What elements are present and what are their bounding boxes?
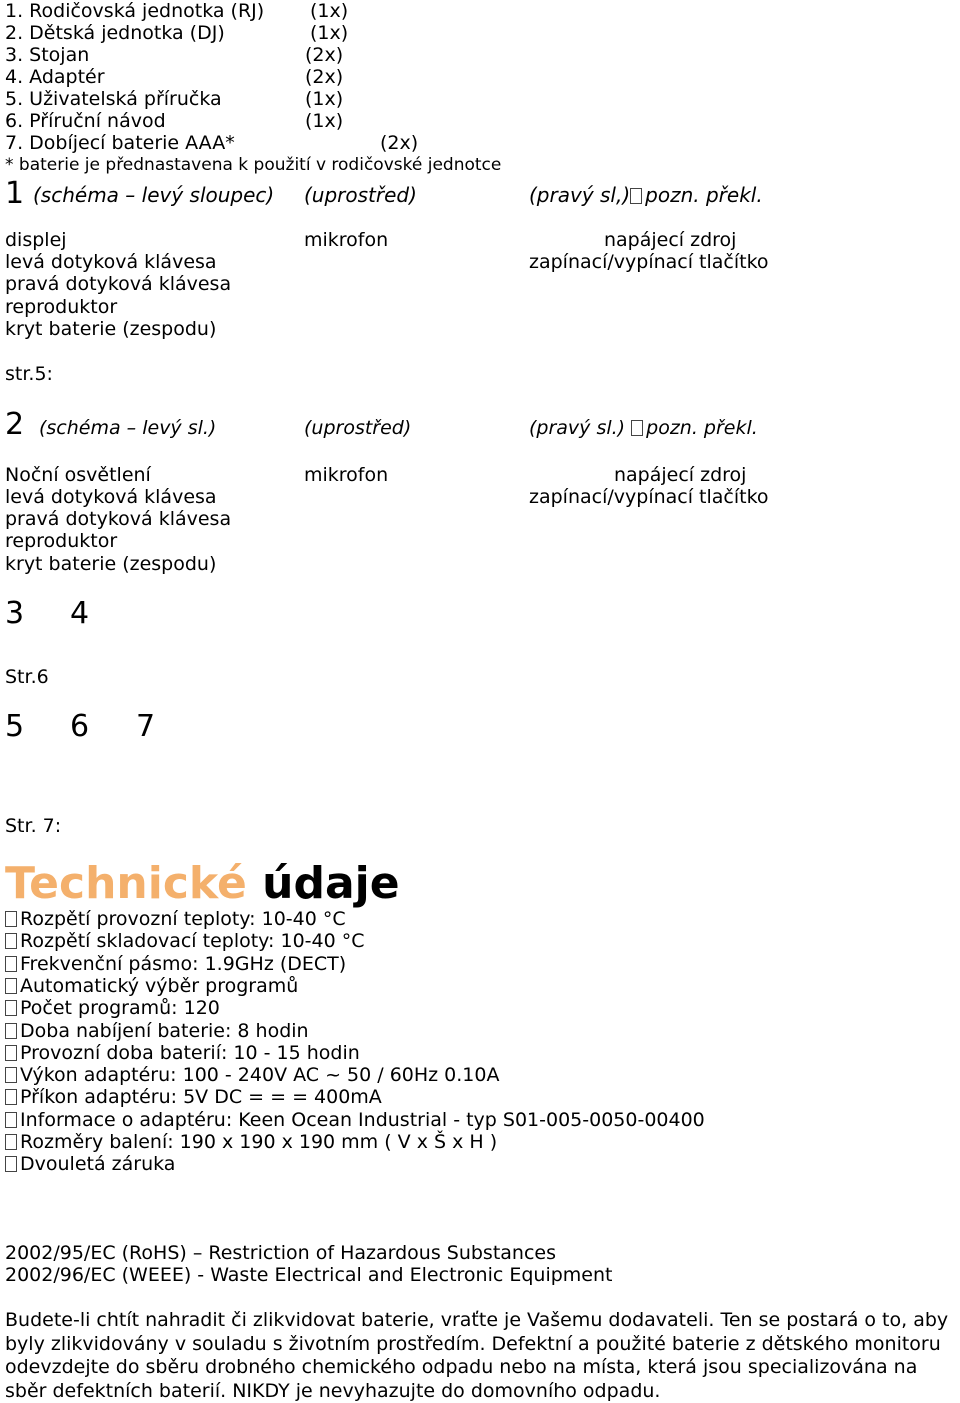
- schema1-number: 1: [5, 176, 25, 211]
- schema1-right-label: (pravý sl,): [529, 183, 631, 207]
- schema2-left-1: Noční osvětlení: [5, 464, 151, 486]
- bullet-icon: [5, 1156, 17, 1172]
- contents-item-5: 5. Uživatelská příručka: [5, 88, 222, 110]
- spec-text: Provozní doba baterií: 10 - 15 hodin: [20, 1042, 360, 1064]
- spec-item: [5, 997, 220, 1019]
- contents-item-6: 6. Příruční návod: [5, 110, 166, 132]
- schema1-right-caption: [529, 184, 763, 206]
- bullet-icon: [5, 1067, 17, 1083]
- spec-item: [5, 1131, 497, 1153]
- spec-text: Rozměry balení: 190 x 190 x 190 mm ( V x Š x H ): [20, 1131, 498, 1153]
- figure-number-5: 5: [5, 709, 25, 744]
- disposal-paragraph: Budete-li chtít nahradit či zlikvidovat baterie, vraťte je Vašemu dodavateli. Ten se postará o to, aby byly zlikvidovány v souladu s životním prostředím. Defektní a použité baterie z dětského monitoru odevzdejte do sběru drobného chemického odpadu nebo na místa, která jsou specializována na sběr defektních baterií. NIKDY je nevyhazujte do domovního odpadu.: [5, 1309, 949, 1402]
- schema2-mid-caption: (uprostřed): [304, 417, 412, 439]
- contents-qty-2: (1x): [310, 22, 349, 44]
- arrow-glyph-icon: [630, 188, 642, 204]
- schema1-left-1: displej: [5, 229, 67, 251]
- figure-number-6: 6: [70, 709, 90, 744]
- schema2-right-caption: [529, 417, 758, 439]
- title-accent-word: Technické: [5, 858, 247, 909]
- spec-text: Doba nabíjení baterie: 8 hodin: [20, 1020, 309, 1042]
- figure-number-4: 4: [70, 596, 90, 631]
- directive-rohs: 2002/95/EC (RoHS) – Restriction of Hazardous Substances: [5, 1242, 556, 1264]
- spec-item: [5, 1153, 175, 1175]
- bullet-icon: [5, 1112, 17, 1128]
- schema1-right-2: zapínací/vypínací tlačítko: [529, 251, 769, 273]
- arrow-glyph-icon: [631, 420, 643, 436]
- spec-item: [5, 975, 298, 997]
- figure-number-3: 3: [5, 596, 25, 631]
- schema1-left-2: levá dotyková klávesa: [5, 251, 217, 273]
- spec-text: Výkon adaptéru: 100 - 240V AC ~ 50 / 60Hz 0.10A: [20, 1064, 500, 1086]
- schema2-right-2: zapínací/vypínací tlačítko: [529, 486, 769, 508]
- schema2-left-2: levá dotyková klávesa: [5, 486, 217, 508]
- schema1-left-5: kryt baterie (zespodu): [5, 318, 217, 340]
- schema2-left-caption: (schéma – levý sl.): [39, 417, 217, 439]
- schema2-mid-1: mikrofon: [304, 464, 389, 486]
- bullet-icon: [5, 956, 17, 972]
- figure-number-7: 7: [136, 709, 156, 744]
- contents-qty-4: (2x): [305, 66, 344, 88]
- spec-text: Dvouletá záruka: [20, 1153, 176, 1175]
- bullet-icon: [5, 1000, 17, 1016]
- bullet-icon: [5, 933, 17, 949]
- spec-text: Rozpětí provozní teploty: 10-40 °C: [20, 908, 346, 930]
- bullet-icon: [5, 1045, 17, 1061]
- contents-qty-6: (1x): [305, 110, 344, 132]
- contents-qty-5: (1x): [305, 88, 344, 110]
- bullet-icon: [5, 978, 17, 994]
- contents-qty-7: (2x): [380, 132, 419, 154]
- schema1-right-1: napájecí zdroj: [604, 229, 737, 251]
- bullet-icon: [5, 911, 17, 927]
- spec-item: [5, 953, 346, 975]
- spec-item: [5, 1042, 360, 1064]
- page-label-6: Str.6: [5, 666, 49, 688]
- schema2-note: pozn. překl.: [646, 417, 758, 439]
- schema2-left-5: kryt baterie (zespodu): [5, 553, 217, 575]
- page-title: [5, 856, 400, 912]
- contents-qty-1: (1x): [310, 0, 349, 22]
- schema2-right-label: (pravý sl.): [529, 417, 626, 439]
- schema1-mid-caption: (uprostřed): [304, 183, 417, 207]
- schema1-left-caption: (schéma – levý sloupec): [33, 183, 275, 207]
- contents-item-1: 1. Rodičovská jednotka (RJ): [5, 0, 265, 22]
- spec-text: Počet programů: 120: [20, 997, 220, 1019]
- schema2-number: 2: [5, 407, 25, 442]
- spec-item: [5, 908, 346, 930]
- schema2-right-1: napájecí zdroj: [614, 464, 747, 486]
- bullet-icon: [5, 1089, 17, 1105]
- contents-qty-3: (2x): [305, 44, 344, 66]
- contents-item-2: 2. Dětská jednotka (DJ): [5, 22, 225, 44]
- page-label-5: str.5:: [5, 363, 53, 385]
- spec-text: Frekvenční pásmo: 1.9GHz (DECT): [20, 953, 347, 975]
- spec-item: [5, 1109, 705, 1131]
- schema1-left-4: reproduktor: [5, 296, 118, 318]
- contents-item-3: 3. Stojan: [5, 44, 90, 66]
- spec-item: [5, 1064, 499, 1086]
- contents-item-7: 7. Dobíjecí baterie AAA*: [5, 132, 235, 154]
- title-main-word: údaje: [262, 858, 400, 909]
- directive-weee: 2002/96/EC (WEEE) - Waste Electrical and Electronic Equipment: [5, 1264, 613, 1286]
- bullet-icon: [5, 1134, 17, 1150]
- contents-item-4: 4. Adaptér: [5, 66, 105, 88]
- spec-text: Rozpětí skladovací teploty: 10-40 °C: [20, 930, 365, 952]
- schema2-left-4: reproduktor: [5, 530, 118, 552]
- spec-item: [5, 1020, 309, 1042]
- page-label-7: Str. 7:: [5, 815, 62, 837]
- spec-text: Příkon adaptéru: 5V DC = = = 400mA: [20, 1086, 382, 1108]
- schema2-left-3: pravá dotyková klávesa: [5, 508, 232, 530]
- spec-item: [5, 930, 365, 952]
- spec-text: Automatický výběr programů: [20, 975, 299, 997]
- battery-note: * baterie je přednastavena k použití v rodičovské jednotce: [5, 155, 502, 175]
- spec-text: Informace o adaptéru: Keen Ocean Industrial - typ S01-005-0050-00400: [20, 1109, 705, 1131]
- spec-item: [5, 1086, 382, 1108]
- schema1-note: pozn. překl.: [645, 183, 763, 207]
- schema1-mid-1: mikrofon: [304, 229, 389, 251]
- bullet-icon: [5, 1023, 17, 1039]
- schema1-left-3: pravá dotyková klávesa: [5, 273, 232, 295]
